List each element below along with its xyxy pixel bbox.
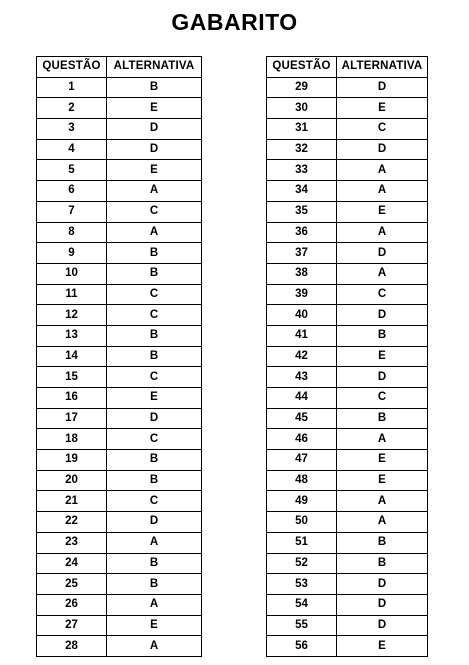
answer-letter-cell: D (107, 139, 202, 160)
answer-letter-cell: E (337, 201, 428, 222)
table-row (267, 470, 428, 491)
table-row (267, 574, 428, 595)
question-number-cell: 36 (267, 222, 337, 243)
answer-letter-cell: B (107, 553, 202, 574)
answer-letter-cell: C (337, 119, 428, 140)
question-number-cell: 24 (37, 553, 107, 574)
answer-letter-cell: E (337, 346, 428, 367)
table-row (37, 181, 202, 202)
question-number-cell: 40 (267, 305, 337, 326)
table-row (37, 139, 202, 160)
question-number-cell: 46 (267, 429, 337, 450)
table-row (37, 615, 202, 636)
answer-letter-cell: B (107, 263, 202, 284)
question-number-cell: 14 (37, 346, 107, 367)
question-number-cell: 33 (267, 160, 337, 181)
table-row (267, 553, 428, 574)
question-number-cell: 29 (267, 77, 337, 98)
table-row (267, 594, 428, 615)
answer-letter-cell: D (107, 408, 202, 429)
question-number-cell: 37 (267, 243, 337, 264)
table-row (37, 408, 202, 429)
table-row (267, 181, 428, 202)
table-row (267, 388, 428, 409)
table-row (267, 98, 428, 119)
answer-letter-cell: D (107, 119, 202, 140)
answer-letter-cell: A (107, 222, 202, 243)
question-number-cell: 30 (267, 98, 337, 119)
table-row (267, 243, 428, 264)
table-row (37, 553, 202, 574)
table-row (37, 222, 202, 243)
answer-letter-cell: D (337, 367, 428, 388)
table-row (267, 532, 428, 553)
table-row (37, 98, 202, 119)
table-row (37, 388, 202, 409)
question-number-cell: 26 (37, 594, 107, 615)
answer-letter-cell: B (337, 325, 428, 346)
question-number-cell: 52 (267, 553, 337, 574)
answer-letter-cell: D (337, 139, 428, 160)
question-number-cell: 56 (267, 636, 337, 657)
question-number-cell: 10 (37, 263, 107, 284)
table-row (267, 222, 428, 243)
question-number-cell: 48 (267, 470, 337, 491)
question-number-cell: 15 (37, 367, 107, 388)
answer-letter-cell: E (107, 160, 202, 181)
table-row (37, 429, 202, 450)
answer-letter-cell: B (107, 77, 202, 98)
question-number-cell: 21 (37, 491, 107, 512)
answer-letter-cell: E (107, 98, 202, 119)
answer-letter-cell: A (337, 263, 428, 284)
answer-letter-cell: B (337, 408, 428, 429)
answer-letter-cell: D (337, 615, 428, 636)
question-number-cell: 43 (267, 367, 337, 388)
answer-letter-cell: C (107, 491, 202, 512)
answer-letter-cell: A (107, 636, 202, 657)
table-row (267, 615, 428, 636)
question-number-cell: 19 (37, 450, 107, 471)
table-row (267, 139, 428, 160)
question-column-header: QUESTÃO (37, 57, 107, 78)
answer-letter-cell: E (337, 450, 428, 471)
answer-letter-cell: B (107, 325, 202, 346)
answer-letter-cell: E (337, 98, 428, 119)
table-row (37, 594, 202, 615)
answer-letter-cell: B (107, 574, 202, 595)
answer-letter-cell: D (107, 512, 202, 533)
question-number-cell: 45 (267, 408, 337, 429)
question-number-cell: 13 (37, 325, 107, 346)
page-title: GABARITO (171, 9, 298, 35)
question-number-cell: 49 (267, 491, 337, 512)
answer-column-header: ALTERNATIVA (107, 57, 202, 78)
table-row (37, 512, 202, 533)
question-number-cell: 51 (267, 532, 337, 553)
answer-letter-cell: E (107, 615, 202, 636)
table-row (37, 491, 202, 512)
question-number-cell: 47 (267, 450, 337, 471)
question-number-cell: 6 (37, 181, 107, 202)
answer-letter-cell: B (107, 243, 202, 264)
answer-column-header: ALTERNATIVA (337, 57, 428, 78)
question-number-cell: 7 (37, 201, 107, 222)
table-row (267, 491, 428, 512)
question-column-header: QUESTÃO (267, 57, 337, 78)
table-row (37, 450, 202, 471)
answer-letter-cell: D (337, 77, 428, 98)
question-number-cell: 3 (37, 119, 107, 140)
question-number-cell: 17 (37, 408, 107, 429)
table-row (37, 160, 202, 181)
answer-letter-cell: E (337, 636, 428, 657)
question-number-cell: 55 (267, 615, 337, 636)
answer-letter-cell: A (107, 594, 202, 615)
answer-letter-cell: C (107, 201, 202, 222)
question-number-cell: 12 (37, 305, 107, 326)
answer-letter-cell: A (337, 491, 428, 512)
answer-letter-cell: A (107, 532, 202, 553)
table-row (267, 450, 428, 471)
table-row (37, 284, 202, 305)
answer-letter-cell: E (107, 388, 202, 409)
answer-letter-cell: A (337, 429, 428, 450)
table-row (267, 119, 428, 140)
answer-key-body-left (37, 77, 202, 656)
table-row (37, 325, 202, 346)
table-row (267, 429, 428, 450)
table-row (267, 284, 428, 305)
answer-letter-cell: C (107, 429, 202, 450)
answer-letter-cell: D (337, 574, 428, 595)
answer-letter-cell: A (337, 181, 428, 202)
question-number-cell: 41 (267, 325, 337, 346)
question-number-cell: 8 (37, 222, 107, 243)
question-number-cell: 23 (37, 532, 107, 553)
question-number-cell: 42 (267, 346, 337, 367)
question-number-cell: 11 (37, 284, 107, 305)
table-row (37, 367, 202, 388)
answer-letter-cell: B (107, 346, 202, 367)
table-row (37, 243, 202, 264)
answer-letter-cell: E (337, 470, 428, 491)
table-row (37, 636, 202, 657)
question-number-cell: 27 (37, 615, 107, 636)
table-row (267, 201, 428, 222)
question-number-cell: 9 (37, 243, 107, 264)
question-number-cell: 4 (37, 139, 107, 160)
answer-letter-cell: B (337, 553, 428, 574)
answer-key-table-left (36, 56, 202, 657)
question-number-cell: 35 (267, 201, 337, 222)
table-header-row (267, 57, 428, 78)
table-row (267, 77, 428, 98)
table-row (37, 532, 202, 553)
question-number-cell: 53 (267, 574, 337, 595)
question-number-cell: 16 (37, 388, 107, 409)
question-number-cell: 28 (37, 636, 107, 657)
answer-letter-cell: C (107, 367, 202, 388)
answer-letter-cell: B (337, 532, 428, 553)
question-number-cell: 34 (267, 181, 337, 202)
table-row (267, 636, 428, 657)
table-row (37, 263, 202, 284)
question-number-cell: 44 (267, 388, 337, 409)
question-number-cell: 38 (267, 263, 337, 284)
table-row (267, 325, 428, 346)
table-row (267, 512, 428, 533)
answer-letter-cell: D (337, 305, 428, 326)
table-row (37, 77, 202, 98)
table-row (267, 367, 428, 388)
table-row (37, 119, 202, 140)
answer-key-body-right (267, 77, 428, 656)
question-number-cell: 25 (37, 574, 107, 595)
question-number-cell: 5 (37, 160, 107, 181)
table-row (37, 574, 202, 595)
table-row (267, 263, 428, 284)
answer-letter-cell: C (337, 388, 428, 409)
answer-letter-cell: A (337, 222, 428, 243)
question-number-cell: 50 (267, 512, 337, 533)
answer-letter-cell: A (337, 160, 428, 181)
table-row (267, 346, 428, 367)
table-header-row (37, 57, 202, 78)
table-row (267, 408, 428, 429)
table-row (267, 160, 428, 181)
answer-letter-cell: C (337, 284, 428, 305)
answer-letter-cell: C (107, 305, 202, 326)
question-number-cell: 54 (267, 594, 337, 615)
table-row (267, 305, 428, 326)
question-number-cell: 22 (37, 512, 107, 533)
answer-letter-cell: B (107, 450, 202, 471)
table-row (37, 201, 202, 222)
question-number-cell: 18 (37, 429, 107, 450)
table-row (37, 305, 202, 326)
answer-letter-cell: B (107, 470, 202, 491)
answer-key-table-right (266, 56, 428, 657)
question-number-cell: 20 (37, 470, 107, 491)
answer-letter-cell: D (337, 594, 428, 615)
answer-letter-cell: A (337, 512, 428, 533)
question-number-cell: 2 (37, 98, 107, 119)
question-number-cell: 32 (267, 139, 337, 160)
question-number-cell: 31 (267, 119, 337, 140)
table-row (37, 470, 202, 491)
answer-letter-cell: A (107, 181, 202, 202)
question-number-cell: 39 (267, 284, 337, 305)
question-number-cell: 1 (37, 77, 107, 98)
answer-letter-cell: C (107, 284, 202, 305)
table-row (37, 346, 202, 367)
answer-letter-cell: D (337, 243, 428, 264)
